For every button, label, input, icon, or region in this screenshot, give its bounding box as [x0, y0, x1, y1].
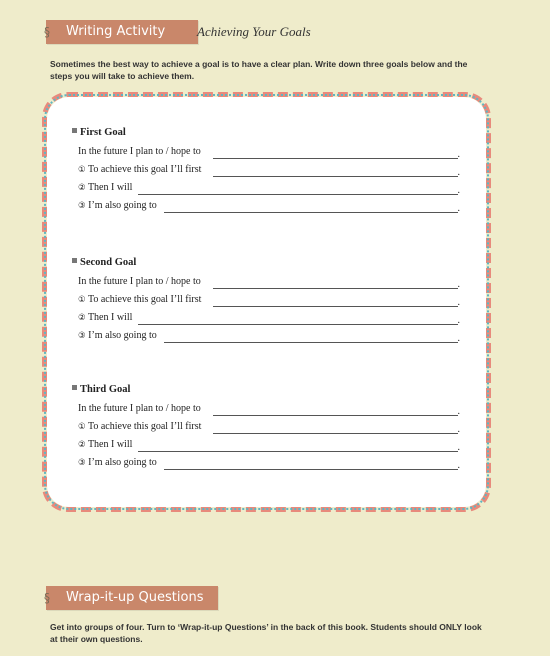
goal-title: Second Goal	[72, 255, 472, 271]
wrap-up-instructions: Get into groups of four. Turn to ‘Wrap-it-up Questions’ in the back of this book. Students should ONLY look at their own questions.	[50, 622, 482, 644]
step-2-row: ② Then I will .	[78, 439, 460, 453]
answer-line[interactable]	[213, 415, 458, 416]
answer-line[interactable]	[213, 158, 458, 159]
step-2-row: ② Then I will .	[78, 182, 460, 196]
answer-line[interactable]	[213, 433, 458, 434]
activity-instructions: Sometimes the best way to achieve a goal is to have a clear plan. Write down three goals below and the steps you will take to achieve them.	[50, 59, 468, 81]
step-1-number-icon: ①	[78, 295, 86, 305]
step-1-number-icon: ①	[78, 165, 86, 175]
answer-line[interactable]	[138, 451, 458, 452]
goal-section-3	[72, 382, 472, 473]
step-3-row: ③ I’m also going to .	[78, 200, 460, 214]
step-1-number-icon: ①	[78, 422, 86, 432]
step-2-number-icon: ②	[78, 313, 86, 323]
step-3-number-icon: ③	[78, 331, 86, 341]
answer-line[interactable]	[164, 342, 458, 343]
answer-line[interactable]	[213, 288, 458, 289]
step-1-row: ① To achieve this goal I’ll first .	[78, 421, 460, 435]
answer-line[interactable]	[164, 212, 458, 213]
goal-title: Third Goal	[72, 382, 472, 398]
plan-row: In the future I plan to / hope to .	[78, 403, 460, 417]
spiral-ring-icon: §	[44, 25, 50, 39]
bullet-square-icon	[72, 128, 77, 133]
writing-activity-tag	[46, 20, 198, 44]
activity-subtitle: Achieving Your Goals	[197, 24, 311, 39]
answer-line[interactable]	[213, 306, 458, 307]
wrap-up-label: Wrap-it-up Questions	[66, 590, 204, 605]
step-1-row: ① To achieve this goal I’ll first .	[78, 294, 460, 308]
answer-line[interactable]	[138, 324, 458, 325]
goal-section-2	[72, 255, 472, 346]
spiral-ring-icon: §	[44, 591, 50, 605]
step-3-row: ③ I’m also going to .	[78, 330, 460, 344]
writing-activity-label: Writing Activity	[66, 24, 166, 39]
plan-row: In the future I plan to / hope to .	[78, 276, 460, 290]
step-3-number-icon: ③	[78, 458, 86, 468]
answer-line[interactable]	[138, 194, 458, 195]
step-3-row: ③ I’m also going to .	[78, 457, 460, 471]
answer-line[interactable]	[213, 176, 458, 177]
step-3-number-icon: ③	[78, 201, 86, 211]
step-2-number-icon: ②	[78, 440, 86, 450]
step-2-number-icon: ②	[78, 183, 86, 193]
answer-line[interactable]	[164, 469, 458, 470]
goal-section-1	[72, 125, 472, 216]
bullet-square-icon	[72, 385, 77, 390]
step-2-row: ② Then I will .	[78, 312, 460, 326]
step-1-row: ① To achieve this goal I’ll first .	[78, 164, 460, 178]
bullet-square-icon	[72, 258, 77, 263]
goal-title: First Goal	[72, 125, 472, 141]
plan-row: In the future I plan to / hope to .	[78, 146, 460, 160]
wrap-up-tag	[46, 586, 218, 610]
